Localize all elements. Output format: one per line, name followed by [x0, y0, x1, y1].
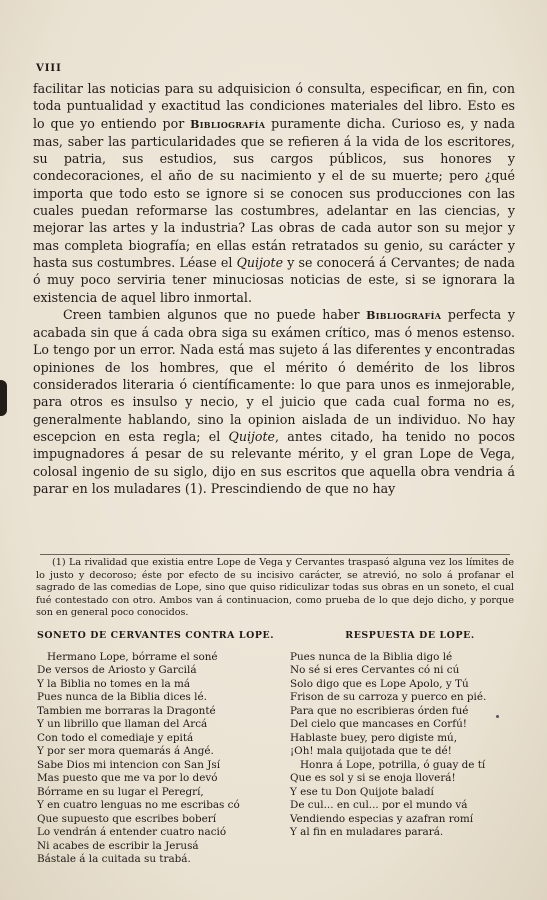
verse-line: Vendiendo especias y azafran romí [290, 812, 474, 825]
paragraph-1: facilitar las noticias para su adquisicion ó consulta, especificar, en fin, con toda puntualidad y exactitud las condiciones materiales del libro. Esto es lo que yo entiendo por Bibliografía puramente dicha. Curioso es, y nada mas, saber las particularidades que se refieren á la vida de los escritores, su patria, sus estudios, sus cargos públicos, sus honores y condecoraciones, el año de su nacimiento y el de su muerte; pero ¿qué importa que todo esto se ignore si se conocen sus producciones con las cuales puedan reformarse las costumbres, adelantar en las ciencias, y mejorar las artes y la industria? Las obras de cada autor son su mejor y mas completa biografía; en ellas están retratados su genio, su carácter y hasta sus costumbres. Léase el Quijote y se conocerá á Cervantes; de nada ó muy poco serviria tener minuciosas noticias de este, si se ignorara la existencia de aquel libro inmortal. [33, 81, 515, 305]
sonnet-title: RESPUESTA DE LOPE. [345, 630, 475, 641]
verse-line: Hermano Lope, bórrame el soné [47, 650, 218, 663]
verse-line: Que es sol y si se enoja lloverá! [290, 772, 456, 784]
verse-line: Y en cuatro lenguas no me escribas có [37, 799, 240, 811]
verse-line: Lo vendrán á entender cuatro nació [37, 826, 227, 838]
footnote-rule [40, 554, 510, 555]
verse-line: Bórrame en su lugar el Peregrí, [37, 785, 204, 798]
small-caps-term: Bibliografía [366, 308, 442, 322]
sonnet-cervantes [37, 629, 277, 867]
verse-line: Mas puesto que me va por lo devó [37, 772, 218, 784]
verse-line: Ni acabes de escribir la Jerusá [37, 839, 199, 852]
verse-line: Y un librillo que llaman del Arcá [37, 718, 208, 730]
sonnet-title: SONETO DE CERVANTES CONTRA LOPE. [37, 630, 275, 641]
verse-line: Honra á Lope, potrilla, ó guay de tí [300, 758, 486, 771]
small-caps-term: Bibliografía [190, 117, 266, 131]
verse-line: Sabe Dios mi intencion con San Jsí [37, 758, 221, 771]
page-number: VIII [36, 63, 62, 74]
footnote [36, 557, 514, 620]
verse-line: Bástale á la cuitada su trabá. [37, 853, 191, 865]
verse-line: De cul... en cul... por el mundo vá [290, 799, 468, 811]
verse-line: De versos de Ariosto y Garcilá [37, 664, 197, 676]
verse-line: Para que no escribieras órden fué [290, 704, 469, 717]
verse-line: Pues nunca de la Biblia dices lé. [37, 691, 207, 703]
paragraph-2: Creen tambien algunos que no puede haber Bibliografía perfecta y acabada sin que á cada obra siga su exámen crítico, mas ó menos estenso. Lo tengo por un error. Nada está mas sujeto á las diferentes y encontradas opiniones de los hombres, que el mérito ó demérito de los libros considerados literaria ó científicamente: lo que para unos es inmejorable, para otros es insulso y necio, y el juicio que cada cual forma no es, generalmente hablando, sino la opinion aislada de un individuo. No hay escepcion en esta regla; el Quijote, antes citado, ha tenido no pocos impugnadores á pesar de su relevante mérito, y el gran Lope de Vega, colosal ingenio de su siglo, dijo en sus escritos que aquella obra vendria á parar en los muladares (1). Prescindiendo de que no hay [33, 306, 515, 496]
verse-line: Frison de su carroza y puerco en pié. [290, 691, 487, 703]
verse-line: Y la Biblia no tomes en la má [37, 677, 191, 690]
verse-line: Tambien me borraras la Dragonté [37, 704, 216, 717]
verse-line: Pues nunca de la Biblia digo lé [290, 650, 453, 663]
verse-line: Solo digo que es Lope Apolo, y Tú [290, 677, 469, 690]
verse-line: Del cielo que mancases en Corfú! [290, 718, 467, 730]
binding-mark [0, 380, 7, 416]
italic-title: Quijote [236, 254, 284, 270]
verse-line: Y por ser mora quemarás á Angé. [37, 745, 214, 757]
verse-line: No sé si eres Cervantes có ni cú [290, 664, 460, 676]
verse-line: Y al fin en muladares parará. [290, 826, 444, 838]
italic-title: Quijote [228, 428, 276, 444]
main-text [33, 80, 515, 497]
verse-line: Que supuesto que escribes boberí [37, 812, 217, 825]
verse-line: Y ese tu Don Quijote baladí [290, 785, 434, 798]
footnote-text: (1) La rivalidad que existia entre Lope de Vega y Cervantes traspasó alguna vez los límites de lo justo y decoroso; éste por efecto de su incisivo carácter, se atrevió, no solo á profanar el sagrado de las comedias de Lope, sino que quiso ridiculizar todas sus obras en un soneto, el cual fué contestado con otro. Ambos van á continuacion, como prueba de lo que dejo dicho, y porque son en general poco conocidos. [36, 557, 514, 619]
verse-line: Hablaste buey, pero digiste mú, [290, 731, 458, 744]
verse-line: Con todo el comediaje y epitá [37, 731, 194, 744]
sonnet-lope [290, 629, 530, 840]
verse-line: ¡Oh! mala quijotada que te dé! [290, 745, 452, 757]
